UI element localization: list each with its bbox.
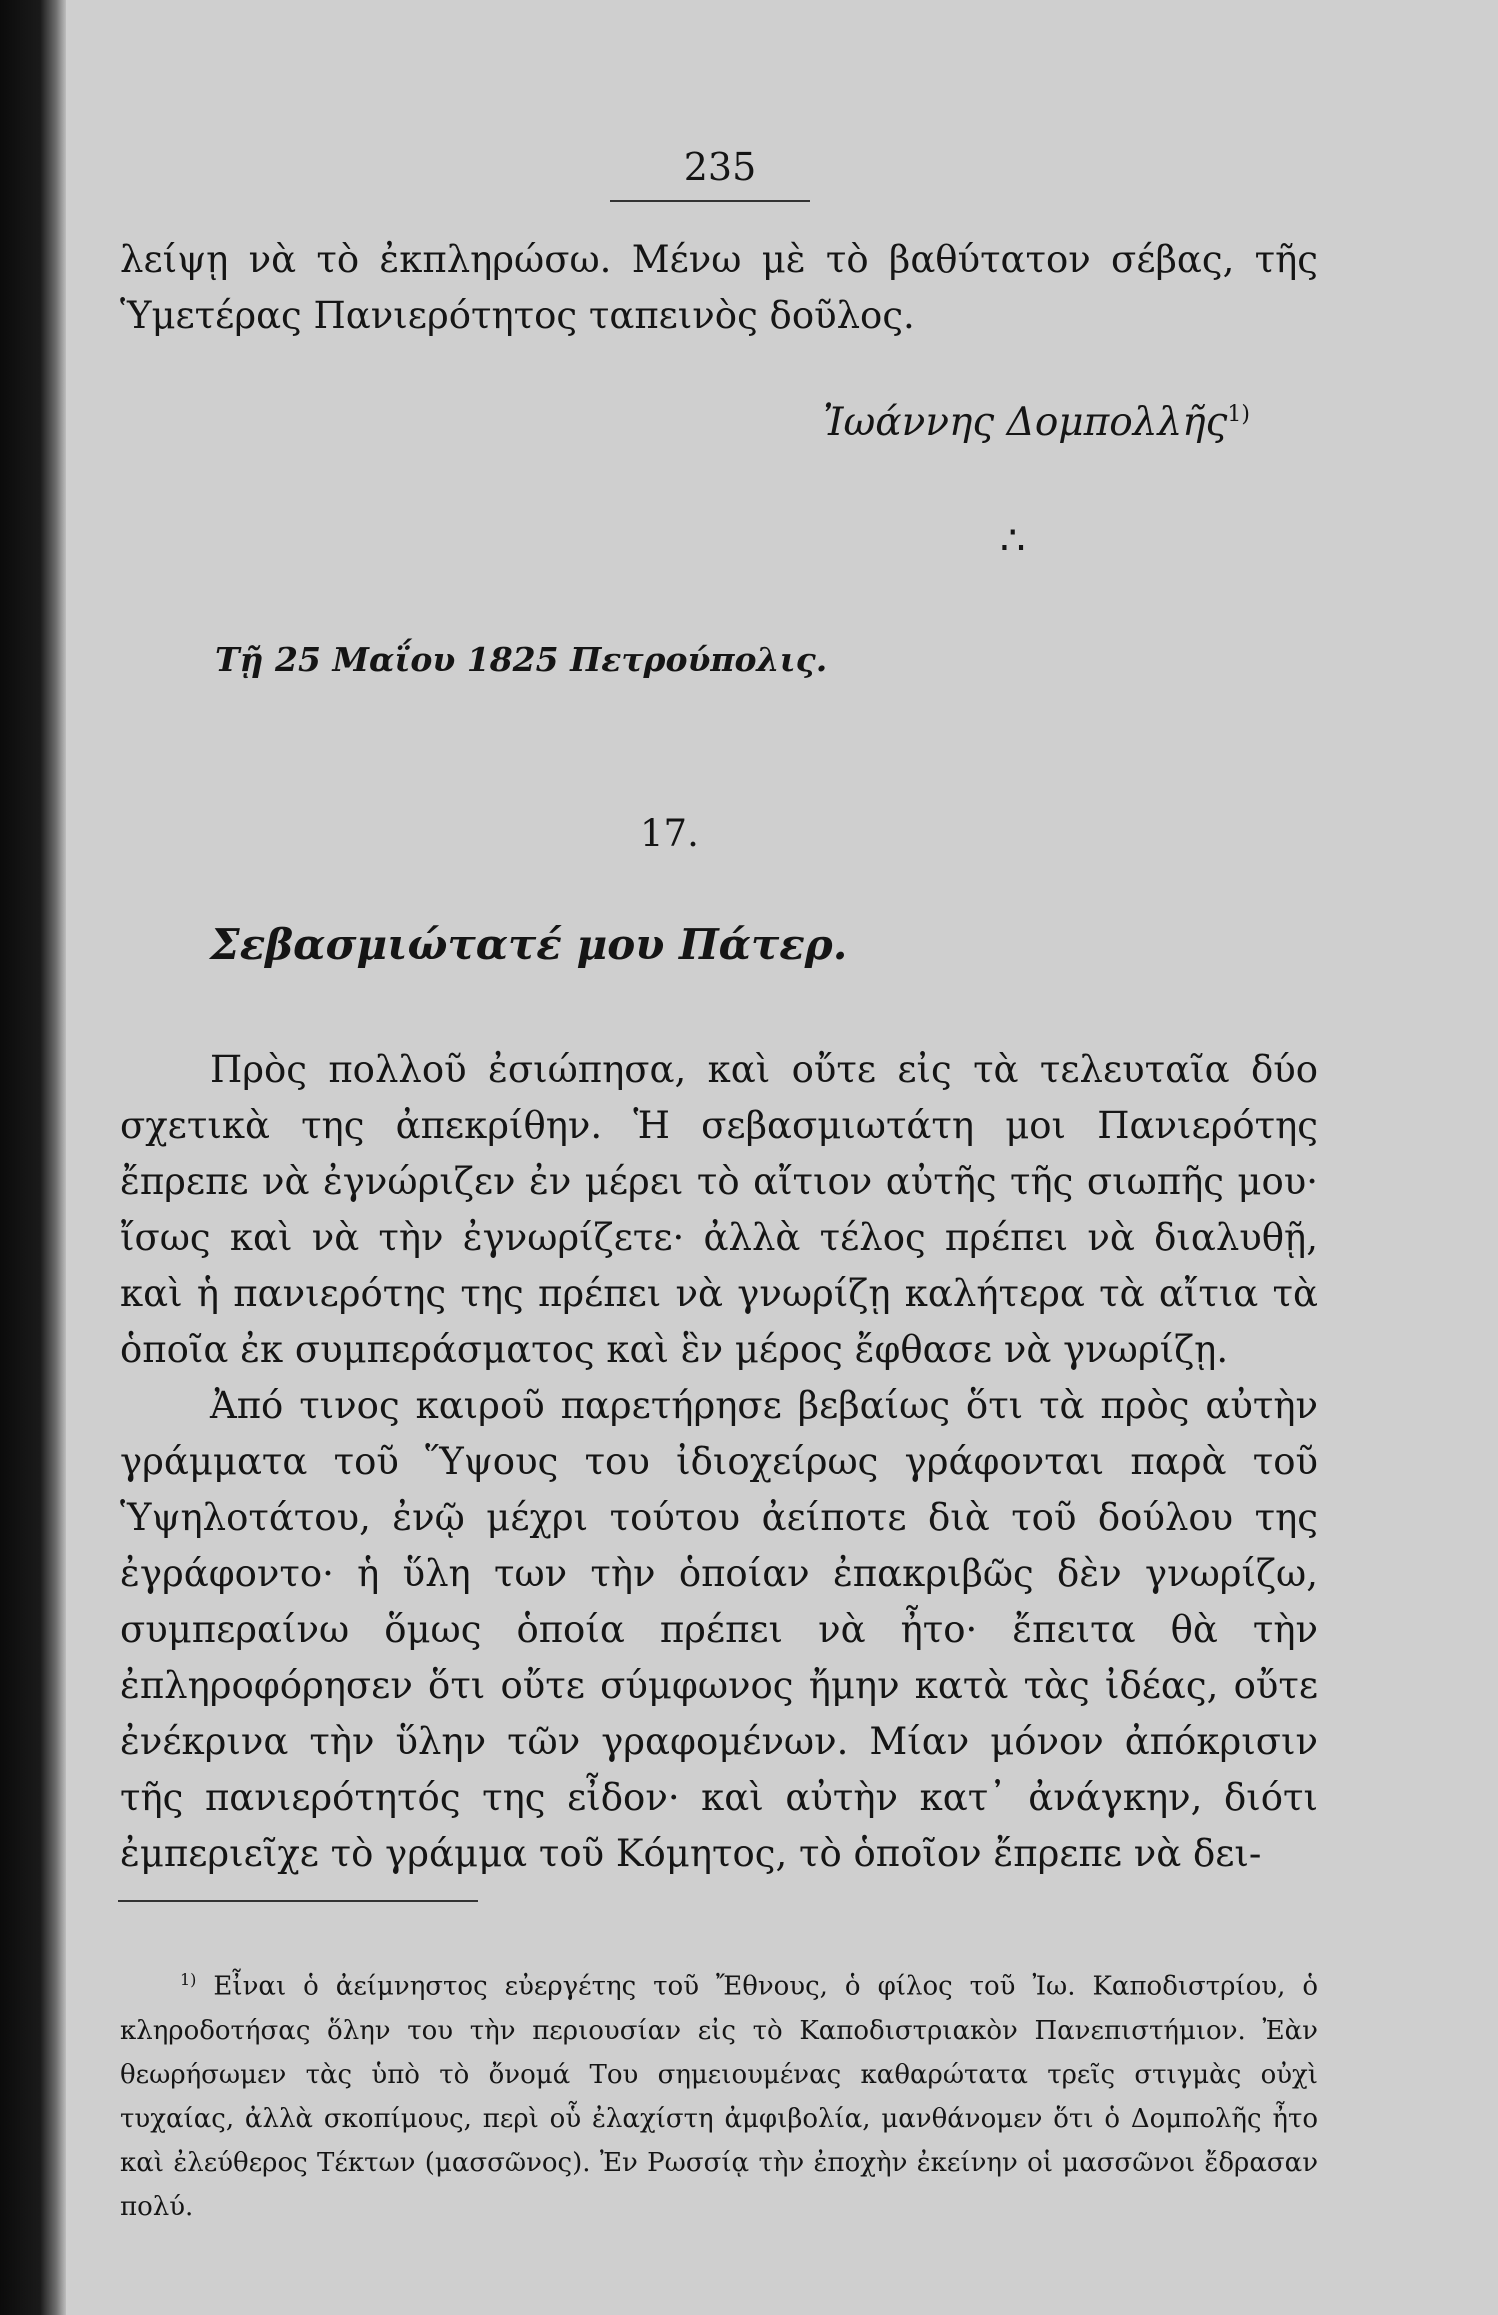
footnote — [120, 1958, 1318, 2229]
signature-name: Ἰωάννης Δομπολλῆς — [823, 400, 1228, 445]
dateline: Τῇ 25 Μαΐου 1825 Πετρούπολις. — [215, 640, 828, 679]
letter-body — [120, 1042, 1318, 1882]
page-number: 235 — [683, 145, 757, 189]
signature — [823, 400, 1250, 445]
footnote-text: Εἶναι ὁ ἀείμνηστος εὐεργέτης τοῦ Ἔθνους, ὁ φίλος τοῦ Ἰω. Καποδιστρίου, ὁ κληροδοτήσας ὅλην του τὴν περιουσίαν εἰς τὸ Καποδιστριακὸν Πανεπιστήμιον. Ἐὰν θεωρήσωμεν τὰς ὑπὸ τὸ ὄνομά Του σημειουμένας καθαρώτατα τρεῖς στιγμὰς οὐχὶ τυχαίας, ἀλλὰ σκοπίμους, περὶ οὗ ἐλαχίστη ἀμφιβολία, μανθάνομεν ὅτι ὁ Δομπολῆς ἦτο καὶ ἐλεύθερος Τέκτων (μασσῶνος). Ἐν Ρωσσίᾳ τὴν ἐποχὴν ἐκείνην οἱ μασσῶνοι ἔδρασαν πολύ. — [120, 1971, 1319, 2222]
body-paragraph-1: Πρὸς πολλοῦ ἐσιώπησα, καὶ οὔτε εἰς τὰ τελευταῖα δύο σχετικὰ της ἀπεκρίθην. Ἡ σεβασμιωτάτη μοι Πανιερότης ἔπρεπε νὰ ἐγνώριζεν ἐν μέρει τὸ αἴτιον αὐτῆς τῆς σιωπῆς μου· ἴσως καὶ νὰ τὴν ἐγνωρίζετε· ἀλλὰ τέλος πρέπει νὰ διαλυθῇ, καὶ ἡ πανιερότης της πρέπει νὰ γνωρίζῃ καλήτερα τὰ αἴτια τὰ ὁποῖα ἐκ συμπεράσματος καὶ ἓν μέρος ἔφθασε νὰ γνωρίζῃ. — [120, 1048, 1318, 1371]
triple-dots-mark: ∴ — [1000, 518, 1026, 564]
book-spine-shadow — [0, 0, 66, 2315]
intro-text: λείψῃ νὰ τὸ ἐκπληρώσω. Μένω μὲ τὸ βαθύτατον σέβας, τῆς Ὑμετέρας Πανιερότητος ταπεινὸς δοῦλος. — [120, 238, 1318, 337]
letter-number: 17. — [640, 812, 699, 855]
signature-note-marker: 1) — [1227, 402, 1250, 427]
footnote-marker: 1) — [180, 1970, 197, 1989]
header-rule — [610, 200, 810, 202]
salutation: Σεβασμιώτατέ μου Πάτερ. — [210, 920, 848, 969]
body-paragraph-2: Ἀπό τινος καιροῦ παρετήρησε βεβαίως ὅτι τὰ πρὸς αὐτὴν γράμματα τοῦ Ὕψους του ἰδιοχείρως γράφονται παρὰ τοῦ Ὑψηλοτάτου, ἐνῷ μέχρι τούτου ἀείποτε διὰ τοῦ δούλου της ἐγράφοντο· ἡ ὕλη των τὴν ὁποίαν ἐπακριβῶς δὲν γνωρίζω, συμπεραίνω ὅμως ὁποία πρέπει νὰ ἦτο· ἔπειτα θὰ τὴν ἐπληροφόρησεν ὅτι οὔτε σύμφωνος ἤμην κατὰ τὰς ἰδέας, οὔτε ἐνέκρινα τὴν ὕλην τῶν γραφομένων. Μίαν μόνον ἀπόκρισιν τῆς πανιερότητός της εἶδον· καὶ αὐτὴν κατ᾿ ἀνάγκην, διότι ἐμπεριεῖχε τὸ γράμμα τοῦ Κόμητος, τὸ ὁποῖον ἔπρεπε νὰ δει- — [120, 1384, 1318, 1875]
footnote-rule — [118, 1900, 478, 1902]
